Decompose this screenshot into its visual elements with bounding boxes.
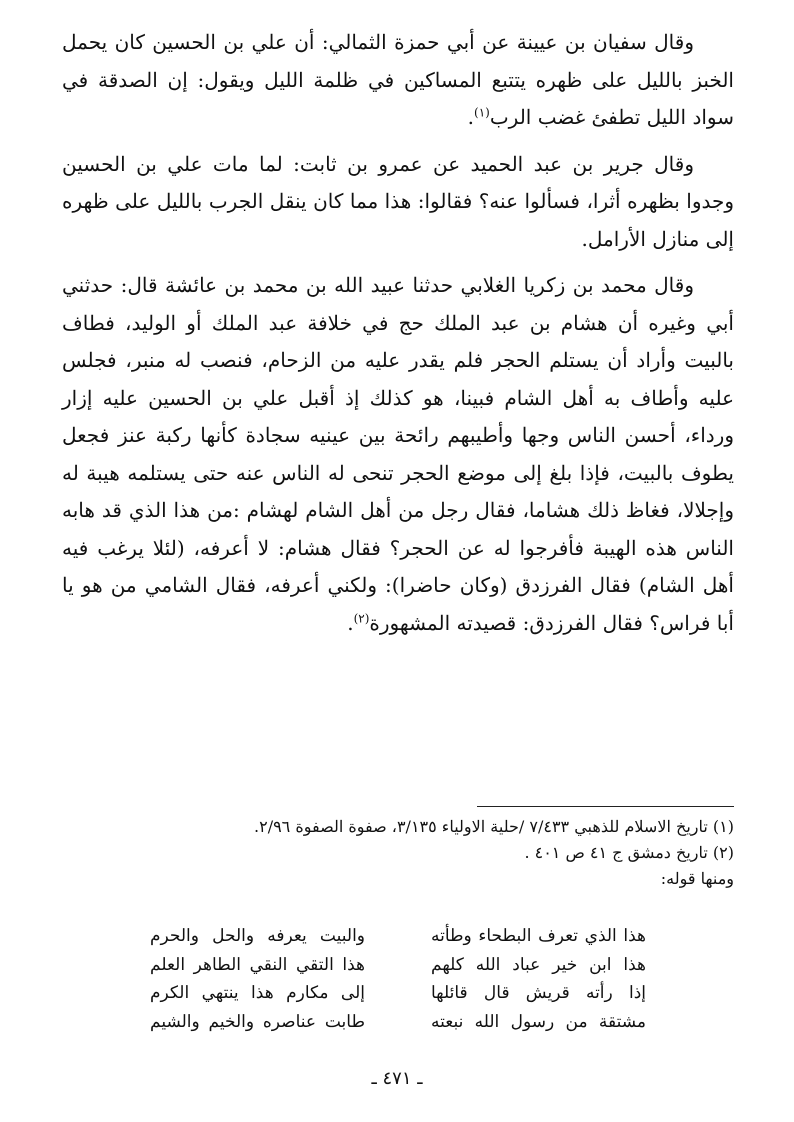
verse-second-hemistich: إلى مكارم هذا ينتهي الكرم [150, 983, 365, 1003]
paragraph-text: وقال محمد بن زكريا الغلابي حدثنا عبيد الله بن محمد بن عائشة قال: حدثني أبي وغيره أن هشام بن عبد الملك حج في خلافة عبد الملك أو الوليد، فطاف بالبيت وأراد أن يستلم الحجر فلم يقدر عليه من الزحام، فنصب له منبر، فجلس عليه وأطاف به أهل الشام فبينا، هو كذلك إذ أقبل علي بن الحسين عليه إزار ورداء، أحسن الناس وجها وأطيبهم رائحة بين عينيه سجادة كأنها ركبة عنز فجعل يطوف بالبيت، فإذا بلغ إلى موضع الحجر تنحى له الناس عنه حتى يستلمه هيبة له وإجلالا، فغاظ ذلك هشاما، فقال رجل من أهل الشام لهشام :من هذا الذي قد هابه الناس هذه الهيبة فأفرجوا له عن الحجر؟ فقال هشام: لا أعرفه، (لئلا يرغب فيه أهل الشام) فقال الفرزدق (وكان حاضرا): ولكني أعرفه، فقال الشامي من هو يا أبا فراس؟ فقال الفرزدق: قصيدته المشهورة [62, 273, 734, 635]
paragraph-end: . [467, 105, 475, 129]
footnotes [62, 814, 734, 892]
poem-verse [150, 922, 646, 951]
poem-verse [150, 951, 646, 980]
poem [150, 922, 646, 1036]
verse-second-hemistich: هذا التقي النقي الطاهر العلم [150, 954, 365, 975]
verse-first-hemistich: هذا الذي تعرف البطحاء وطأته [431, 926, 646, 946]
paragraph-2 [62, 146, 734, 259]
poem-verse [150, 979, 646, 1008]
verse-first-hemistich: هذا ابن خير عباد الله كلهم [431, 954, 646, 975]
footnote-2: (٢) تاريخ دمشق ج ٤١ ص ٤٠١ . [524, 843, 734, 862]
poem-intro: ومنها قوله: [660, 869, 734, 888]
footnote-divider [477, 806, 734, 807]
poem-verse [150, 1008, 646, 1037]
verse-first-hemistich: إذا رأته قريش قال قائلها [431, 983, 646, 1003]
main-text [62, 24, 734, 651]
paragraph-1 [62, 24, 734, 137]
paragraph-text: وقال جرير بن عبد الحميد عن عمرو بن ثابت: لما مات علي بن الحسين وجدوا بظهره أثرا، فسألوا عنه؟ فقالوا: هذا مما كان ينقل الجرب بالليل على ظهره إلى منازل الأرامل. [62, 151, 734, 251]
verse-first-hemistich: مشتقة من رسول الله نبعته [431, 1011, 646, 1032]
paragraph-end: . [347, 610, 354, 635]
verse-second-hemistich: طابت عناصره والخيم والشيم [150, 1011, 365, 1032]
paragraph-text: وقال سفيان بن عيينة عن أبي حمزة الثمالي: أن علي بن الحسين كان يحمل الخبز بالليل على ظهره يتتبع المساكين في ظلمة الليل ويقول: إن الصدقة في سواد الليل تطفئ غضب الرب [62, 30, 734, 129]
paragraph-3 [62, 267, 734, 642]
footnote-1: (١) تاريخ الاسلام للذهبي ٧/٤٣٣ /حلية الاولياء ٣/١٣٥، صفوة الصفوة ٢/٩٦. [254, 817, 734, 836]
footnote-reference-1[interactable]: (١) [474, 105, 490, 120]
page-number: ـ ٤٧١ ـ [371, 1068, 423, 1089]
footnote-reference-2[interactable]: (٢) [353, 610, 370, 625]
verse-second-hemistich: والبيت يعرفه والحل والحرم [150, 926, 365, 946]
